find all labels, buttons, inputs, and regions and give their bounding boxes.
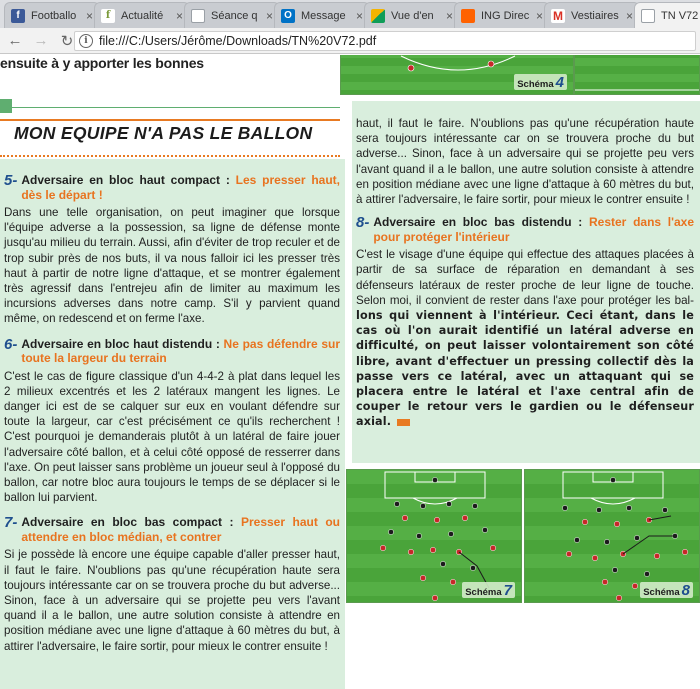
tab-label: ING Direc — [481, 9, 530, 22]
tab-label: Séance q — [211, 9, 258, 22]
schema-4-label: Schéma 4 — [514, 74, 567, 90]
schema-8-label: Schéma 8 — [640, 582, 693, 598]
schema-5-diagram-partial — [574, 55, 700, 95]
reload-icon[interactable]: ↻ — [60, 32, 74, 50]
section-7-continued-text: haut, il faut le faire. N'oublions pas qu'une récupération haute sera toujours intéressante car on se trouvera proche du but adverse... Sinon, face à un adversaire qui se projette peu vers l'avant quand il a le ballon, une autre solution consiste à attendre en position médiane avec une ligne d'attaque à 60 mètres du but, à attirer l'adversaire, le faire sortir, pour mieux le contrer ensuite ! — [356, 117, 694, 207]
section-8-bold-text: lons qui viennent à l'intérieur. Ceci étant, dans le cas où l'on aurait identifié un latéral adverse en difficulté, on peut laisser volontairement son côté libre, avant d'effectuer un pressing collectif dès la passe vers ce latéral, avec un attaquant qui se placera entre le latéral et l'axe central afin de couper le retour vers le gardien ou le défenseur axial. — [356, 309, 694, 429]
section-5-heading — [4, 173, 340, 202]
tab-tn-v72[interactable] — [634, 2, 700, 28]
close-icon[interactable]: × — [445, 8, 453, 23]
close-icon[interactable]: × — [535, 8, 543, 23]
section-5-title: Adversaire en bloc haut compact : — [21, 173, 236, 187]
tab-strip — [0, 0, 700, 28]
section-7-text: Si je possède là encore une équipe capable d'aller presser haut, il faut le faire. N'oublions pas qu'une récupération haute sera toujours intéressante car on se trouvera proche du but adverse... Sinon, face à un adversaire qui se projette peu vers l'avant quand il a le ballon, une autre solution consiste à attendre en position médiane avec une ligne d'attaque à 60 mètres du but, à attirer l'adversaire, le faire sortir, pour mieux le contrer ensuite ! — [4, 548, 340, 653]
tab-label: TN V72 — [661, 9, 699, 22]
section-number: 8- — [356, 214, 370, 232]
outlook-icon: O — [281, 9, 295, 23]
section-8-heading — [356, 215, 694, 244]
close-icon[interactable]: × — [355, 8, 363, 23]
section-6-title: Adversaire en bloc haut distendu : — [21, 336, 224, 351]
close-icon[interactable]: × — [175, 8, 183, 23]
section-title: MON EQUIPE N'A PAS LE BALLON — [14, 123, 313, 143]
tab-label: Footballo — [31, 9, 77, 22]
schema-7-label: Schéma 7 — [462, 582, 515, 598]
tab-seance[interactable] — [184, 2, 280, 28]
document-icon — [191, 9, 205, 23]
gmail-icon: M — [553, 8, 563, 23]
section-7-title: Adversaire en bloc bas compact : — [21, 515, 241, 530]
left-green-rule — [12, 107, 340, 108]
section-6-accent: Ne pas défendre sur toute la largeur du terrain — [21, 336, 340, 366]
tab-vestiaires[interactable] — [544, 2, 640, 28]
tab-label: Vue d'en — [391, 9, 434, 22]
end-of-article-mark — [397, 419, 410, 426]
forward-arrow-icon[interactable]: → — [33, 32, 49, 49]
section-7-accent: Presser haut ou attendre en bloc médian, et contrer — [21, 515, 340, 544]
tab-label: Actualité — [121, 9, 164, 22]
section-7-heading — [4, 515, 340, 544]
info-icon[interactable]: i — [79, 34, 93, 48]
browser-toolbar — [0, 28, 700, 54]
tab-footballo[interactable] — [4, 2, 100, 28]
tab-vue[interactable] — [364, 2, 460, 28]
facebook-icon: f — [101, 9, 115, 23]
section-5-text: Dans une telle organisation, on peut imaginer que lorsque l'équipe adverse a la possession, sa ligne de défense monte jusqu'au milieu du terrain. Aussi, afin d'éviter de trop reculer et de trop subir près de nos buts, il va nous falloir ici les presser très haut à partir de notre ligne d'attaque, et se montrer également très agressif dans l'entrejeu afin de limiter au maximum les incursions adverses dans notre camp. S'il y parvient quand même, on redescend et on ferme l'axe. — [4, 206, 340, 326]
schema-7-diagram — [346, 469, 522, 603]
section-8-title: Adversaire en bloc bas distendu : — [373, 215, 589, 230]
tab-label: Vestiaires — [571, 9, 619, 22]
title-rule — [0, 119, 340, 121]
tab-message[interactable] — [274, 2, 370, 28]
tab-label: Message — [301, 9, 346, 22]
section-6-heading — [4, 337, 340, 366]
document-icon — [641, 9, 655, 23]
section-5-accent: Les presser haut, dès le départ ! — [21, 173, 341, 202]
left-green-marker — [0, 99, 12, 113]
section-number: 5- — [4, 172, 18, 189]
tab-actualite[interactable] — [94, 2, 190, 28]
title-dotted-rule — [0, 155, 340, 157]
drive-icon — [371, 9, 385, 23]
schema-8-diagram — [524, 469, 700, 603]
close-icon[interactable]: × — [265, 8, 273, 23]
tab-ing[interactable] — [454, 2, 550, 28]
ing-icon — [461, 9, 475, 23]
section-6-text: C'est le cas de figure classique d'un 4-4-2 à plat dans lequel les 2 milieux excentrés et les 2 latéraux mangent les lignes. Le danger ici est de se calquer sur eux en voulant défendre sur toute la largeur, car c'est précisément ce qu'ils recherchent ! C'est pourquoi je demanderais plutôt à un latéral de faire jouer l'adversaire côté ballon, et à celui côté opposé de resserrer dans l'axe. On peut laisser sans problème un joueur seul à l'opposé du ballon, car notre bloc aura toujours le temps de se déplacer si le ballon lui parvient. — [4, 369, 340, 505]
pdf-page[interactable] — [0, 55, 700, 689]
close-icon[interactable]: × — [85, 8, 93, 23]
top-caption: ensuite à y apporter les bonnes — [0, 55, 204, 71]
pitch-drawing — [575, 55, 700, 95]
section-number: 6- — [4, 335, 18, 353]
url-text: file:///C:/Users/Jérôme/Downloads/TN%20V72.pdf — [99, 34, 377, 48]
close-icon[interactable]: × — [625, 8, 633, 23]
left-column — [4, 167, 340, 654]
schema-4-diagram — [340, 55, 574, 95]
section-8-accent: Rester dans l'axe pour protéger l'intérieur — [373, 215, 694, 244]
address-bar[interactable] — [74, 31, 696, 51]
section-number: 7- — [4, 514, 18, 532]
back-arrow-icon[interactable]: ← — [7, 32, 23, 49]
right-column — [356, 116, 694, 430]
section-8-text: C'est le visage d'une équipe qui effectue des attaques placées à partir de sa surface de réparation en demandant à ses défenseurs latéraux de rester proche de leur ligne de touche. Selon moi, il convient de rester dans l'axe pour protéger les bal- — [356, 248, 694, 307]
facebook-icon: f — [11, 9, 25, 23]
